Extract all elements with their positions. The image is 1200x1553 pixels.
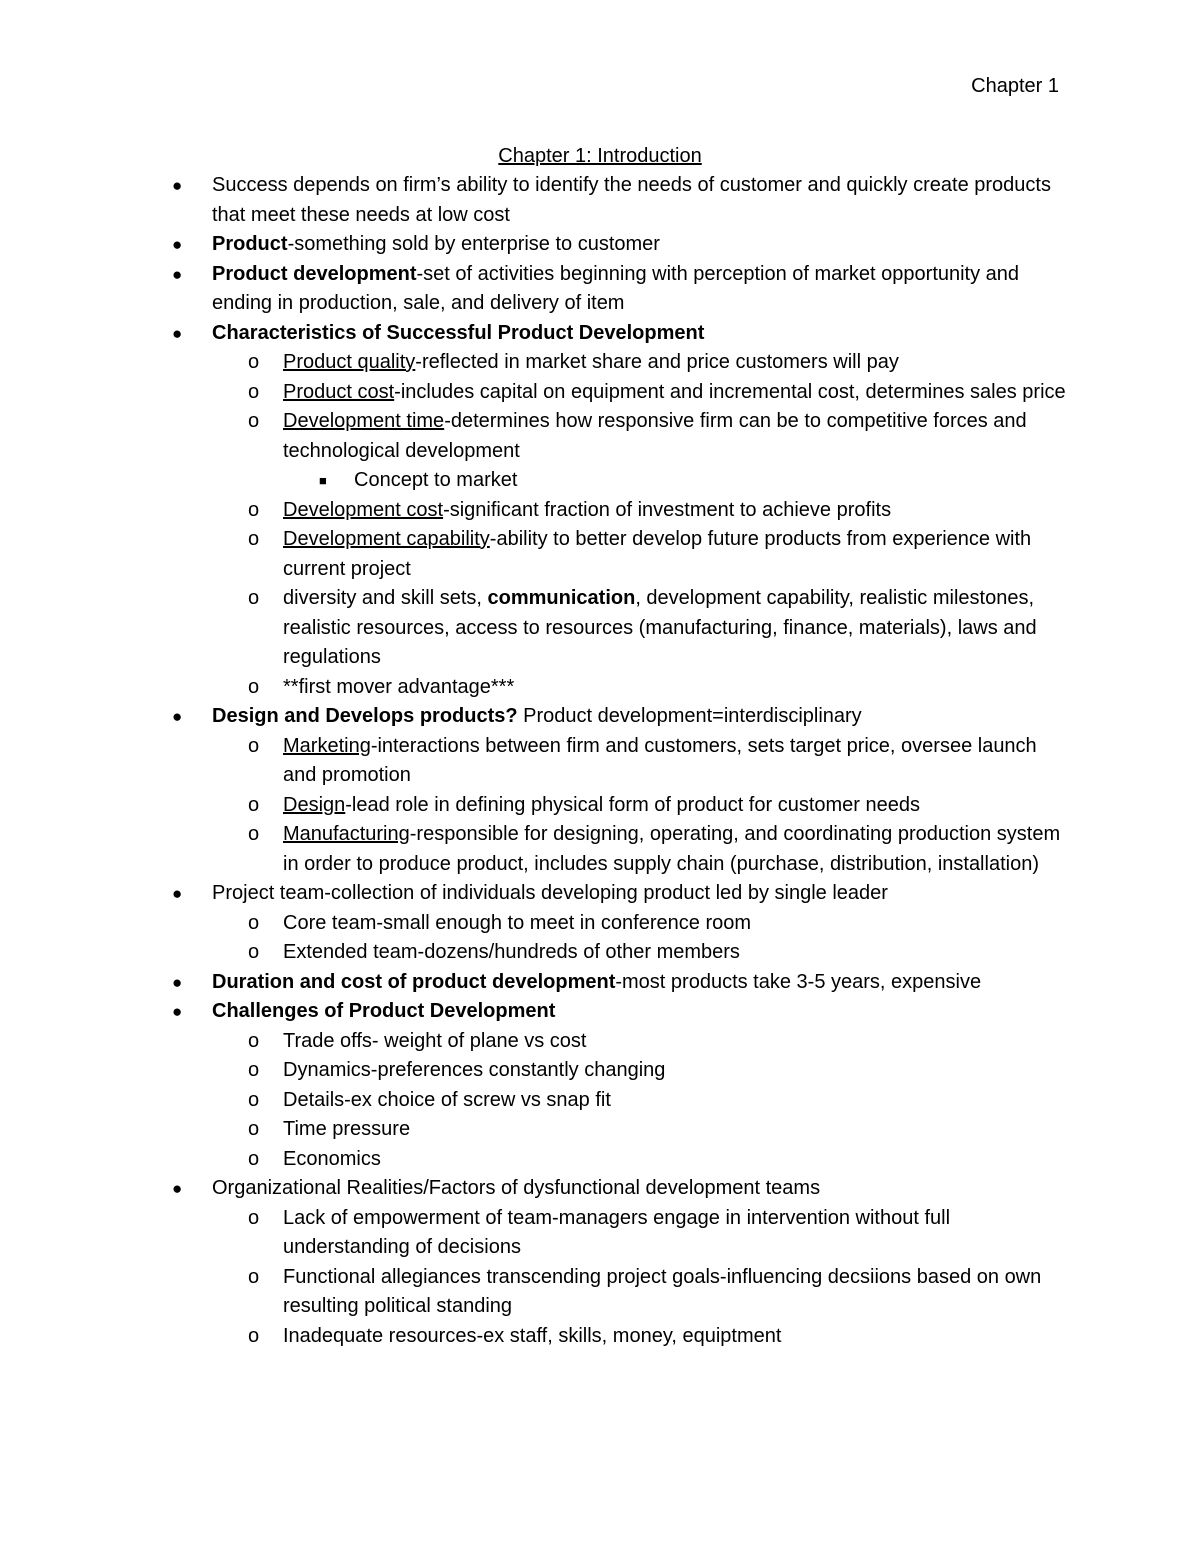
underlined-term: Product quality [283, 351, 416, 373]
bullet-circle-icon: o [248, 1265, 260, 1288]
bullet-disc-icon: ● [172, 323, 183, 343]
item-text: Trade offs- weight of plane vs cost [283, 1029, 587, 1052]
list-item [0, 1174, 1067, 1204]
page-header: Chapter 1 [971, 75, 1059, 97]
bullet-circle-icon: o [248, 528, 260, 550]
list-item [0, 1263, 1067, 1322]
bullet-circle-icon: o [248, 351, 260, 373]
bullet-circle-icon: o [248, 911, 260, 934]
item-text: -lead role in defining physical form of product for customer needs [345, 793, 921, 816]
bold-term: Challenges of Product Development [212, 1000, 556, 1022]
bullet-disc-icon: ● [172, 264, 183, 284]
bullet-circle-icon: o [248, 1118, 260, 1140]
list-item [0, 1056, 1067, 1086]
list-item [0, 820, 1067, 879]
bullet-circle-icon: o [248, 1324, 260, 1347]
item-text: Concept to market [354, 469, 518, 491]
bullet-square-icon: ■ [319, 473, 327, 488]
list-item [0, 319, 1067, 349]
item-text: Extended team-dozens/hundreds of other members [283, 941, 740, 963]
item-text: -determines how responsive firm can be to competitive forces and technological development [283, 410, 1027, 462]
bullet-disc-icon: ● [172, 235, 183, 254]
list-item [0, 1145, 1067, 1175]
item-text: -most products take 3-5 years, expensive [615, 970, 982, 993]
item-text: -ability to better develop future products from experience with current project [283, 528, 1032, 580]
list-item [0, 732, 1067, 791]
list-item [0, 997, 1067, 1027]
bullet-circle-icon: o [248, 793, 260, 816]
item-text: Organizational Realities/Factors of dysfunctional development teams [212, 1177, 821, 1199]
bold-term: Product development [212, 262, 417, 285]
page-title: Chapter 1: Introduction [498, 145, 702, 167]
bullet-disc-icon: ● [172, 1002, 183, 1021]
list-item [0, 1115, 1067, 1145]
bullet-disc-icon: ● [172, 707, 183, 726]
list-item [0, 378, 1067, 408]
list-item [0, 496, 1067, 526]
underlined-term: Product cost [283, 380, 395, 403]
bullet-circle-icon: o [248, 941, 260, 963]
underlined-term: Marketing [283, 734, 371, 757]
item-text: -something sold by enterprise to customer [287, 233, 660, 255]
item-text: diversity and skill sets, [283, 587, 488, 609]
list-item [0, 260, 1067, 319]
item-text: Economics [283, 1147, 381, 1170]
item-text: Project team-collection of individuals developing product led by single leader [212, 882, 888, 904]
bullet-circle-icon: o [248, 734, 260, 757]
list-item [0, 938, 1067, 968]
bold-term: communication [487, 587, 636, 609]
bullet-circle-icon: o [248, 1029, 260, 1052]
list-item [0, 584, 1067, 673]
list-item [0, 171, 1067, 230]
item-text: -set of activities beginning with perception of market opportunity and ending in production, sale, and delivery of item [212, 262, 1020, 314]
list-item [0, 702, 1067, 732]
underlined-term: Design [283, 793, 346, 816]
underlined-term: Development time [283, 410, 445, 432]
list-item [0, 1322, 1067, 1352]
bullet-circle-icon: o [248, 498, 260, 521]
item-text: -responsible for designing, operating, and coordinating production system in order to produce product, includes supply chain (purchase, distribution, installation) [283, 823, 1061, 875]
bullet-circle-icon: o [248, 1206, 260, 1229]
bullet-circle-icon: o [248, 1147, 260, 1170]
list-item [0, 909, 1067, 939]
item-text: -interactions between firm and customers, sets target price, oversee launch and promotion [283, 734, 1037, 786]
list-item [0, 407, 1067, 466]
bold-term: Characteristics of Successful Product Development [212, 321, 705, 344]
item-text: -reflected in market share and price customers will pay [415, 351, 899, 373]
bullet-disc-icon: ● [172, 972, 183, 992]
item-text: Core team-small enough to meet in conference room [283, 911, 752, 934]
underlined-term: Manufacturing [283, 823, 410, 845]
underlined-term: Development capability [283, 528, 490, 550]
bullet-circle-icon: o [248, 410, 260, 432]
item-text: -significant fraction of investment to achieve profits [443, 498, 892, 521]
bullet-circle-icon: o [248, 1088, 260, 1111]
item-text: Product development=interdisciplinary [517, 705, 862, 727]
list-item [0, 791, 1067, 821]
list-item [0, 1204, 1067, 1263]
item-text: , development capability, realistic milestones, realistic resources, access to resources (manufacturing, finance, materials), laws and regulations [283, 587, 1037, 668]
item-text: Inadequate resources-ex staff, skills, money, equiptment [283, 1324, 782, 1347]
list-item [0, 466, 1067, 496]
list-item [0, 968, 1067, 998]
bullet-circle-icon: o [248, 1059, 260, 1081]
list-item [0, 525, 1067, 584]
item-text: Functional allegiances transcending project goals-influencing decsiions based on own resulting political standing [283, 1265, 1042, 1317]
bullet-circle-icon: o [248, 823, 260, 845]
item-text: Dynamics-preferences constantly changing [283, 1059, 666, 1081]
list-item [0, 673, 1067, 703]
bullet-list [0, 171, 1200, 1351]
bullet-circle-icon: o [248, 675, 260, 698]
bullet-circle-icon: o [248, 380, 260, 403]
list-item [0, 879, 1067, 909]
bold-term: Product [212, 233, 288, 255]
bullet-disc-icon: ● [172, 884, 183, 903]
bold-term: Design and Develops products? [212, 705, 518, 727]
bold-term: Duration and cost of product development [212, 970, 616, 993]
list-item [0, 230, 1067, 260]
list-item [0, 348, 1067, 378]
underlined-term: Development cost [283, 498, 444, 521]
item-text: Success depends on firm’s ability to identify the needs of customer and quickly create products that meet these needs at low cost [212, 174, 1051, 226]
item-text: **first mover advantage*** [283, 675, 515, 698]
list-item [0, 1027, 1067, 1057]
item-text: Details-ex choice of screw vs snap fit [283, 1088, 611, 1111]
bullet-circle-icon: o [248, 587, 260, 609]
list-item [0, 1086, 1067, 1116]
bullet-disc-icon: ● [172, 176, 183, 195]
item-text: -includes capital on equipment and incremental cost, determines sales price [394, 380, 1066, 403]
bullet-disc-icon: ● [172, 1179, 183, 1198]
item-text: Lack of empowerment of team-managers engage in intervention without full understanding of decisions [283, 1206, 951, 1258]
item-text: Time pressure [283, 1118, 411, 1140]
